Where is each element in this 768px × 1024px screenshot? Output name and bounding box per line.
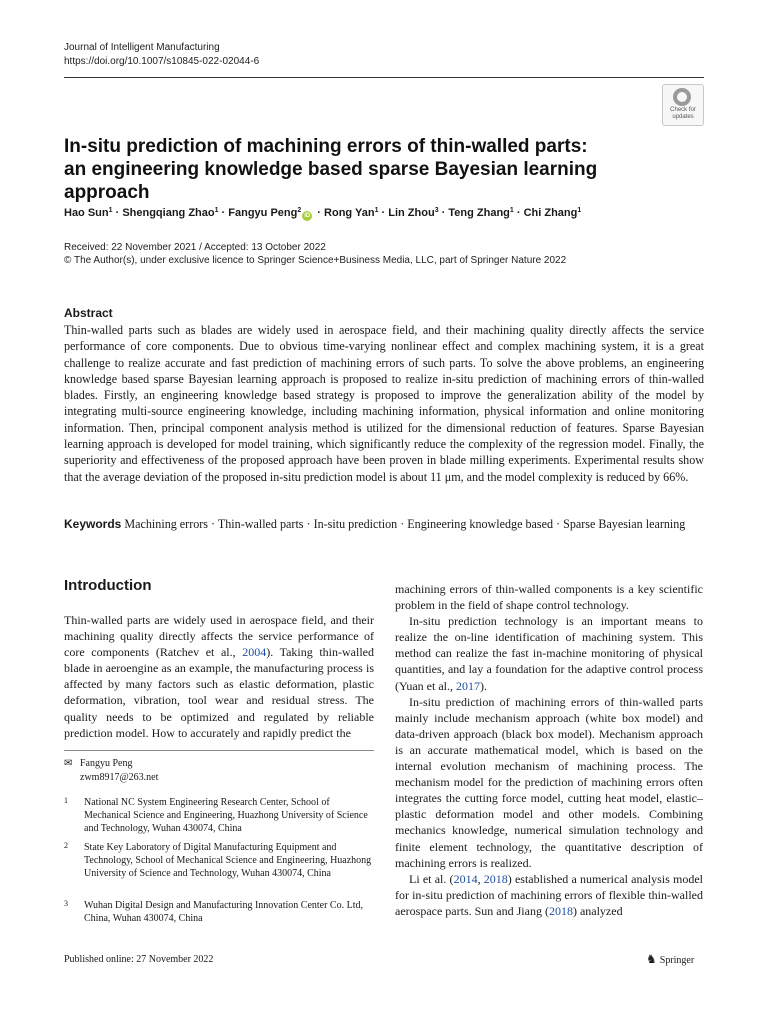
title-line-2: an engineering knowledge based sparse Bayesian learning approach	[64, 159, 598, 203]
affiliation-text: Wuhan Digital Design and Manufacturing Innovation Center Co. Ltd, China, Wuhan 430074, China	[84, 900, 363, 924]
check-for-updates-icon[interactable]	[662, 84, 704, 126]
author-affiliation: 1	[214, 207, 219, 214]
affiliation-number: 2	[64, 841, 68, 850]
citation-link[interactable]: 2018	[483, 871, 508, 886]
copyright-line: © The Author(s), under exclusive licence to Springer Science+Business Media, LLC, part of Springer Nature 2022	[64, 255, 567, 266]
author-name: Rong Yan	[324, 207, 375, 219]
author-name: Teng Zhang	[448, 207, 510, 219]
badge-line-2: updates	[672, 114, 694, 120]
corresponding-email[interactable]: zwm8917@263.net	[80, 772, 159, 783]
springer-horse-icon: ♞	[646, 952, 657, 966]
author-name: Chi Zhang	[523, 207, 578, 219]
doi-link[interactable]: https://doi.org/10.1007/s10845-022-02044-6	[64, 56, 260, 67]
affiliation-number: 3	[64, 899, 68, 908]
author-name: Fangyu Peng	[228, 207, 298, 219]
affiliation-text: National NC System Engineering Research Center, School of Mechanical Science and Engineering, Huazhong University of Science and Technology, Wuhan 430074, China	[84, 797, 368, 834]
introduction-heading: Introduction	[64, 577, 152, 594]
springer-logo	[646, 952, 694, 967]
abstract-text: Thin-walled parts such as blades are widely used in aerospace field, and their machining quality directly affects the service performance of core components. Due to obvious time-varying nonlinear effect and complex machining system, it is a great challenge to realize accurate and fast prediction of machining errors of such parts. To solve the above problems, an engineering knowledge based sparse Bayesian learning approach is proposed to realize in-situ prediction of machining errors of thin-walled blades. Firstly, an engineering knowledge based strategy is proposed to improve the generalization ability of the model by integrating multi-source engineering knowledge, including machining information, physical information and online monitoring information. Then, principal component analysis method is utilized for the dimensional reduction of features. Sparse Bayesian learning approach is developed for model training, which significantly reduce the complexity of the regression model. Finally, the superiority and effectiveness of the proposed approach have been proven in blade milling experiments. Experimental results show that the average deviation of the proposed in-situ prediction model is about 11 μm, and the model complexity is reduced by 66%.	[64, 323, 704, 484]
keywords-label: Keywords	[64, 517, 122, 531]
intro-right-column	[395, 581, 703, 919]
title-line-1: In-situ prediction of machining errors of thin-walled parts:	[64, 136, 588, 157]
citation-link[interactable]: 2014	[453, 871, 478, 886]
citation-link[interactable]: 2017	[455, 678, 480, 693]
published-online: Published online: 27 November 2022	[64, 954, 214, 965]
intro-paragraph: machining errors of thin-walled components is a key scientific problem in the field of shape control technology.	[395, 582, 703, 613]
paragraph-text: ).	[479, 678, 487, 693]
author-affiliation: 1	[577, 207, 582, 214]
intro-paragraph: In-situ prediction of machining errors of thin-walled parts mainly include mechanism approach (white box model) and data-driven approach (black box model). Mechanism approach is an accurate mathematical model, which is based on the internal evolution mechanism of machining process. The mechanism model for the prediction of machining errors often integrates the cutting force model, cutting heat model, elastic–plastic deformation model and other models. Combining mechanics knowledge, numerical simulation technology and finite element technology, the quantitative description of machining errors is realized.	[395, 694, 703, 870]
intro-paragraph	[64, 612, 374, 741]
paragraph-text: In-situ prediction technology is an important means to realize the on-line identification of machining system. This method can realize the fast in-machine monitoring of physical quantities, and lay a foundation for the adaptive control process (Yuan et al.,	[395, 614, 703, 693]
envelope-icon: ✉	[64, 758, 73, 769]
received-accepted: Received: 22 November 2021 / Accepted: 13 October 2022	[64, 242, 326, 253]
author-affiliation: 2	[297, 207, 302, 214]
paragraph-text: ). Taking thin-walled blade in aeroengine as an example, the manufacturing process is affected by many factors such as elastic deformation, plastic deformation, vibration, tool wear and residual stress. The quality needs to be optimized and regulated by reliable prediction model. How to accurately and rapidly predict the	[64, 645, 374, 740]
footnote-rule	[64, 750, 374, 751]
journal-name: Journal of Intelligent Manufacturing	[64, 42, 220, 53]
keywords-text: Machining errors · Thin-walled parts · In-situ prediction · Engineering knowledge based · Sparse Bayesian learning	[124, 517, 686, 531]
author-name: Shengqiang Zhao	[122, 207, 215, 219]
badge-line-1: Check for	[670, 107, 696, 113]
publication-dates	[64, 241, 566, 267]
header-rule	[64, 77, 704, 78]
journal-header	[64, 41, 259, 69]
affiliation-item	[64, 842, 374, 880]
intro-paragraph	[395, 871, 703, 919]
author-name: Hao Sun	[64, 207, 109, 219]
publisher-name: Springer	[659, 955, 695, 966]
author-name: Lin Zhou	[388, 207, 435, 219]
citation-link[interactable]: 2018	[548, 903, 573, 918]
paragraph-text: Thin-walled parts are widely used in aerospace field, and their machining quality directly affects the service performance of core components (Ratchev et al.,	[64, 613, 374, 660]
paragraph-text: ) analyzed	[572, 903, 623, 918]
author-affiliation: 1	[108, 207, 113, 214]
affiliation-number: 1	[64, 796, 68, 805]
update-circle-icon	[673, 88, 691, 106]
abstract-heading: Abstract	[64, 306, 113, 320]
orcid-icon[interactable]: iD	[304, 213, 311, 219]
keywords	[64, 516, 704, 533]
affiliation-item	[64, 900, 374, 926]
citation-link[interactable]: 2004	[242, 645, 267, 660]
intro-paragraph	[395, 613, 703, 693]
corresponding-author	[64, 757, 158, 785]
author-list: Hao Sun$^1$ · Shengqiang Zhao$^1$ · Fangyu Peng$^2$iD · Rong Yan$^1$ · Lin Zhou$^3$ · Teng Zhang$^1$ · Chi Zhang$^1$	[64, 207, 582, 219]
author-affiliation: 3	[434, 207, 439, 214]
paper-title	[64, 135, 664, 204]
intro-left-column	[64, 612, 374, 741]
paragraph-text: ) established a numerical analysis model for in-situ prediction of machining errors of flexible thin-walled aerospace parts. Sun and Jiang (	[395, 871, 704, 918]
corresponding-name: Fangyu Peng	[80, 758, 133, 769]
paragraph-text: Li et al. (	[409, 871, 454, 886]
affiliation-item	[64, 797, 374, 835]
author-affiliation: 1	[374, 207, 379, 214]
author-affiliation: 1	[509, 207, 514, 214]
affiliation-text: State Key Laboratory of Digital Manufacturing Equipment and Technology, School of Mechanical Science and Engineering, Huazhong University of Science and Technology, Wuhan 430074, China	[84, 842, 372, 879]
paragraph-text: ,	[477, 871, 484, 886]
